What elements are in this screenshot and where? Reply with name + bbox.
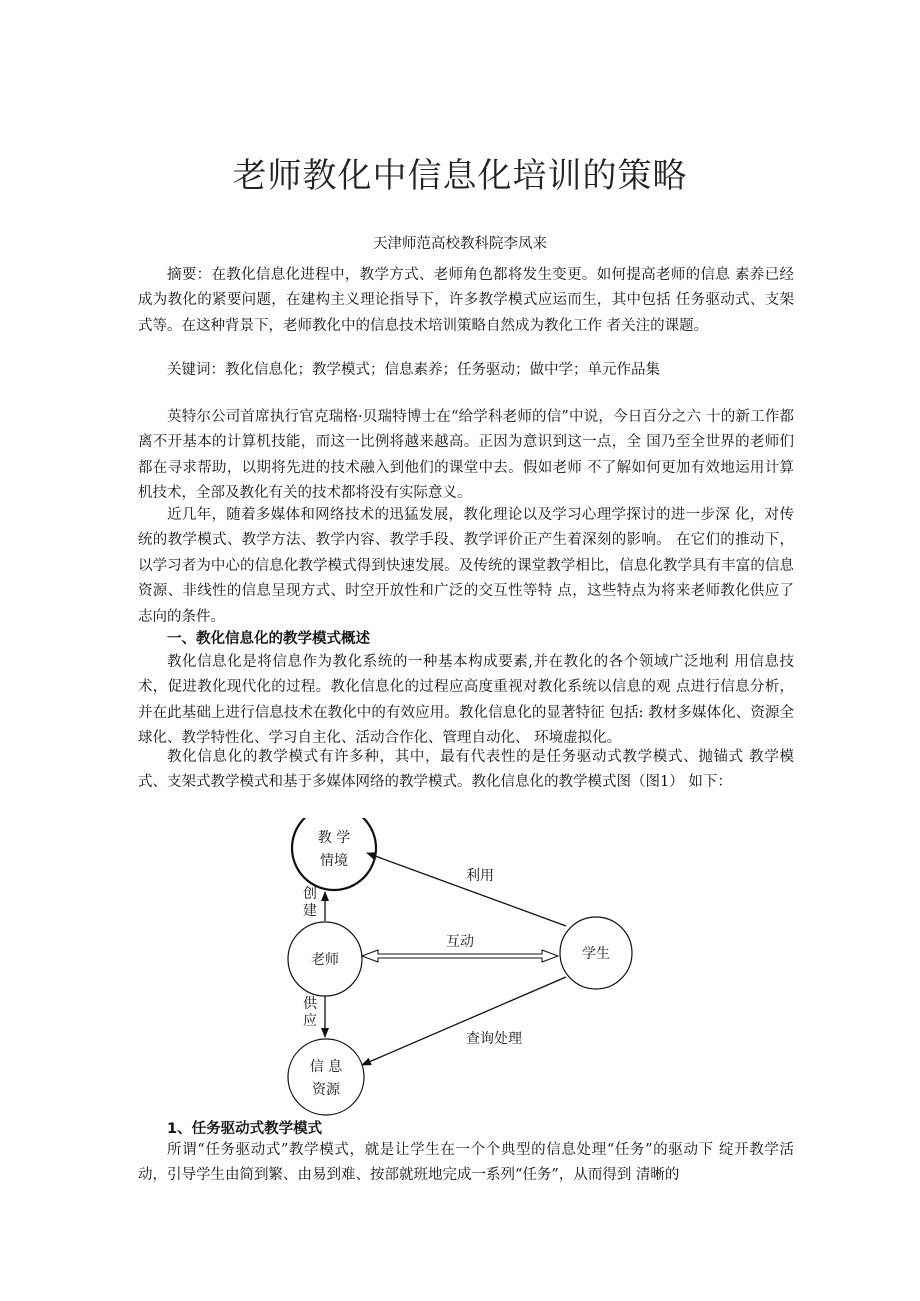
create-label-2: 建 <box>303 903 317 919</box>
resource-node <box>288 1039 364 1115</box>
situation-node <box>292 818 376 890</box>
student-label: 学生 <box>582 946 610 962</box>
query-label: 查询处理 <box>466 1031 522 1047</box>
teacher-label: 老师 <box>311 952 339 968</box>
supply-label-1: 供 <box>303 996 317 1012</box>
document-title: 老师教化中信息化培训的策略 <box>232 156 688 196</box>
body-paragraph-3: 教化信息化是将信息作为教化系统的一种基本构成要素,并在教化的各个领域广泛地利 用信息技术，促进教化现代化的过程。教化信息化的过程应高度重视对教化系统以信息的观 点进行信息分析，并在此基础上进行信息技术在教化中的有效应用。教化信息化的显著特征 包括: 教材多媒体化、资源全球化、教学特性化、学习自主化、活动合作化、管理自动化、 环境虚拟化。 <box>138 654 794 747</box>
body-paragraph-4: 教化信息化的教学模式有许多种，其中，最有代表性的是任务驱动式教学模式、抛锚式 教学模式、支架式教学模式和基于多媒体网络的教学模式。教化信息化的教学模式图（图1） 如下： <box>138 749 794 791</box>
student-node <box>560 917 632 989</box>
situation-label-line2: 情境 <box>320 853 348 869</box>
resource-label-line1: 信 息 <box>309 1059 343 1075</box>
section-heading-1: 一、教化信息化的教学模式概述 <box>167 631 370 647</box>
teacher-node <box>288 922 362 996</box>
interact-label: 互动 <box>446 934 474 950</box>
body-paragraph-5: 所谓“任务驱动式”教学模式，就是让学生在一个个典型的信息处理“任务”的驱动下 绽开教学活动，引导学生由简到繁、由易到难、按部就班地完成一系列“任务”，从而得到 清晰的 <box>138 1142 794 1184</box>
create-label-1: 创 <box>303 886 317 902</box>
body-paragraph-1: 英特尔公司首席执行官克瑞格·贝瑞特博士在“给学科老师的信”中说，今日百分之六 十的新工作都离不开基本的计算机技能，而这一比例将越来越高。正因为意识到这一点，全 国乃至全世界的老师们都在寻求帮助，以期将先进的技术融入到他们的课堂中去。假如老师 不了解如何更加有效地运用计算机技术，全部及教化有关的技术都将没有实际意义。 <box>138 409 794 502</box>
abstract-paragraph: 摘要：在教化信息化进程中，教学方式、老师角色都将发生变更。如何提高老师的信息 素养已经成为教化的紧要问题，在建构主义理论指导下，许多教学模式应运而生，其中包括 任务驱动式、支架式等。在这种背景下，老师教化中的信息技术培训策略自然成为教化工作 者关注的课题。 <box>138 267 794 334</box>
teaching-model-diagram <box>270 818 650 1116</box>
use-label: 利用 <box>466 868 494 884</box>
supply-label-2: 应 <box>303 1013 317 1029</box>
section-heading-2: 1、任务驱动式教学模式 <box>167 1121 323 1137</box>
interact-double-arrow <box>362 950 558 962</box>
author-line: 天津师范高校教科院李凤来 <box>373 236 547 252</box>
query-arrow <box>362 977 566 1065</box>
use-arrow <box>367 853 566 926</box>
body-paragraph-2: 近几年，随着多媒体和网络技术的迅猛发展，教化理论以及学习心理学探讨的进一步深 化，对传统的教学模式、教学方法、教学内容、教学手段、教学评价正产生着深刻的影响。 在它们的推动下，以学习者为中心的信息化教学模式得到快速发展。及传统的课堂教学相比，信息化教学具有丰富的信息资源、非线性的信息呈现方式、时空开放性和广泛的交互性等特 点，这些特点为将来老师教化供应了志向的条件。 <box>138 507 794 625</box>
situation-label-line1: 教 学 <box>317 830 351 846</box>
resource-label-line2: 资源 <box>312 1082 340 1098</box>
keywords-line: 关键词：教化信息化；教学模式；信息素养；任务驱动；做中学；单元作品集 <box>167 362 660 378</box>
